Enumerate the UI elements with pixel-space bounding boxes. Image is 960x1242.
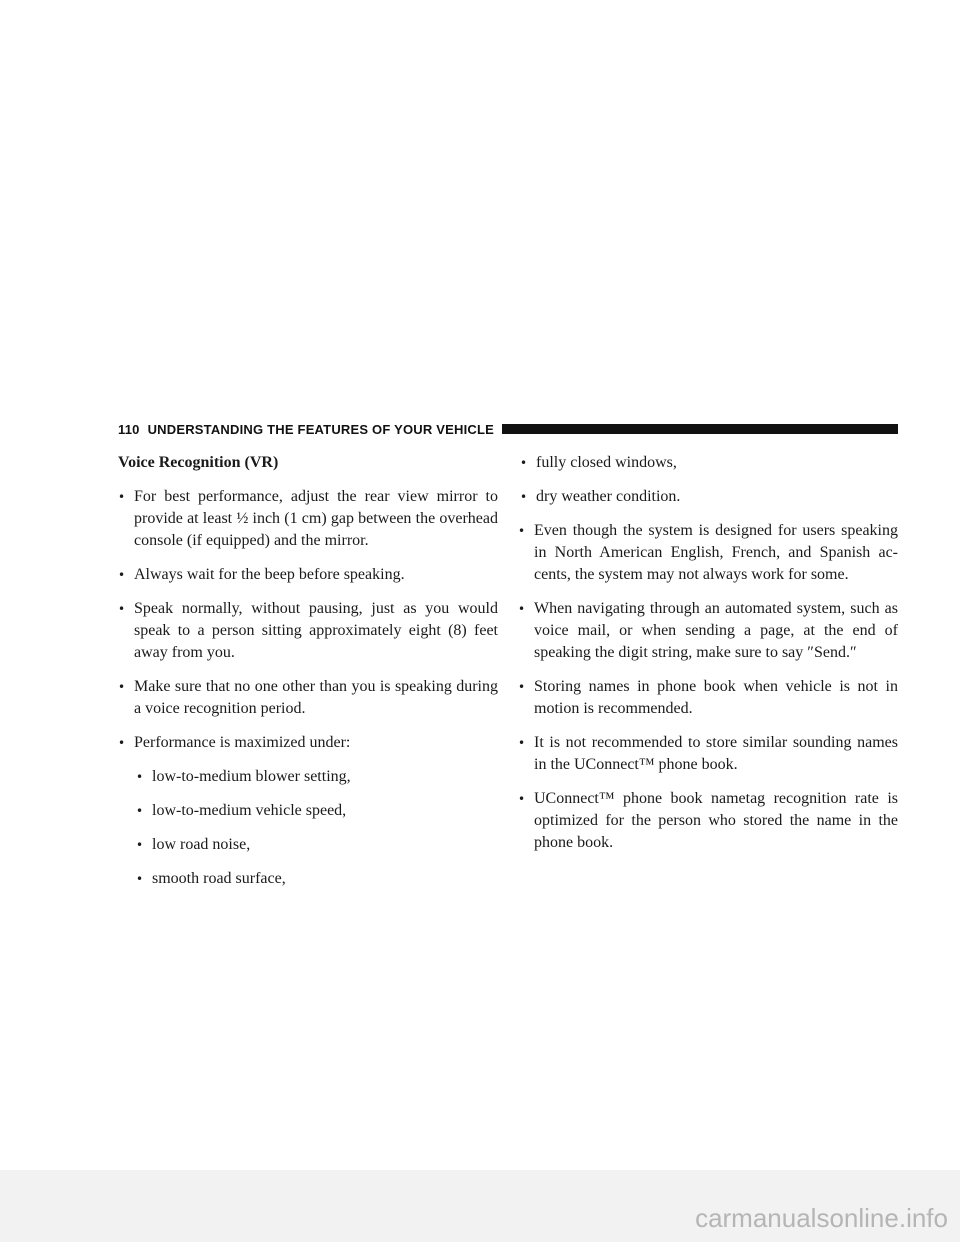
bullet-icon: • [136, 838, 144, 852]
bullet-icon: • [518, 602, 526, 616]
bullet-icon: • [136, 872, 144, 886]
list-item: • Performance is maximized under: [118, 732, 498, 754]
list-item: • Even though the system is designed for users speaking in North American English, French, and Spanish ac-cents, the system may not always work for some. [518, 522, 898, 583]
page-header [118, 418, 898, 440]
watermark: carmanualsonline.info [695, 1203, 948, 1233]
header-rule [502, 424, 898, 434]
section-title: UNDERSTANDING THE FEATURES OF YOUR VEHICLE [147, 421, 494, 437]
right-column [518, 452, 898, 866]
list-item: • For best performance, adjust the rear view mirror to provide at least ½ inch (1 cm) gap between the overhead console (if equipped) and the mirror. [118, 488, 498, 549]
bullet-icon: • [518, 680, 526, 694]
bullet-icon: • [118, 602, 126, 616]
list-item: • Storing names in phone book when vehicle is not in motion is recommended. [518, 678, 898, 717]
bullet-list [518, 452, 898, 854]
sub-list-item: • smooth road surface, [118, 868, 498, 890]
section-heading: Voice Recognition (VR) [118, 454, 279, 471]
page-number: 110 [118, 421, 140, 437]
bullet-icon: • [118, 568, 126, 582]
list-item: • Make sure that no one other than you is speaking during a voice recognition period. [118, 678, 498, 717]
sub-list-item: • fully closed windows, [518, 452, 898, 474]
sub-list-item: • low-to-medium vehicle speed, [118, 800, 498, 822]
bullet-icon: • [118, 490, 126, 504]
sub-list-item: • dry weather condition. [518, 486, 898, 508]
bullet-icon: • [118, 736, 126, 750]
bullet-icon: • [136, 804, 144, 818]
list-item: • Always wait for the beep before speaking. [118, 564, 498, 586]
list-item: • Speak normally, without pausing, just as you would speak to a person sitting approximately eight (8) feet away from you. [118, 600, 498, 661]
bullet-icon: • [520, 456, 528, 470]
bullet-icon: • [518, 524, 526, 538]
bullet-icon: • [518, 736, 526, 750]
bullet-icon: • [136, 770, 144, 784]
bullet-icon: • [518, 792, 526, 806]
bullet-list [118, 486, 498, 890]
sub-list-item: • low-to-medium blower setting, [118, 766, 498, 788]
bullet-icon: • [118, 680, 126, 694]
list-item: • It is not recommended to store similar sounding names in the UConnect™ phone book. [518, 734, 898, 773]
list-item: • When navigating through an automated system, such as voice mail, or when sending a page, at the end of speaking the digit string, make sure to say ″Send.″ [518, 600, 898, 661]
left-column [118, 452, 498, 902]
sub-list-item: • low road noise, [118, 834, 498, 856]
list-item: • UConnect™ phone book nametag recognition rate is optimized for the person who stored the name in the phone book. [518, 790, 898, 851]
footer-band [0, 1170, 960, 1242]
bullet-icon: • [520, 490, 528, 504]
